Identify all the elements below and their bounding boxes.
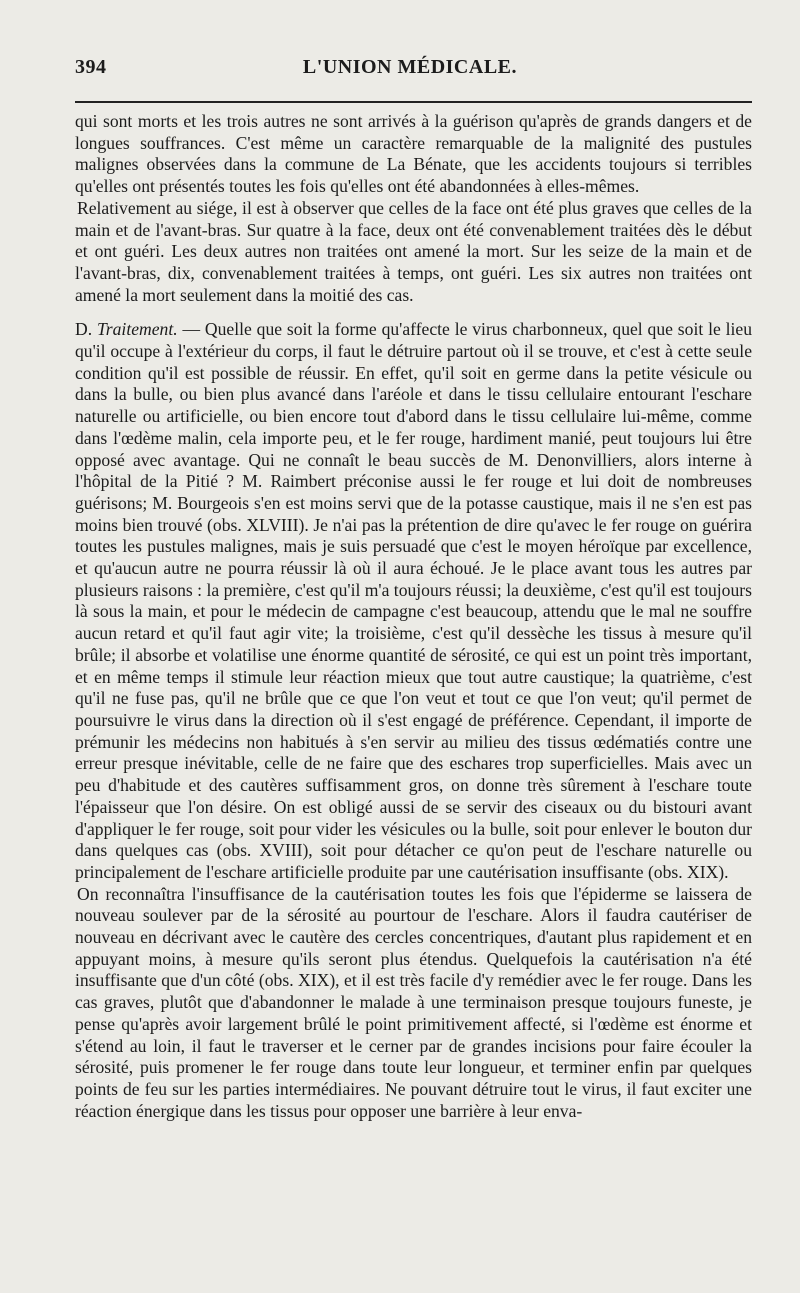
paragraph-insuffisance: On reconnaîtra l'insuffisance de la cautérisation toutes les fois que l'épiderme se laissera de nouveau soulever par de la sérosité au pourtour de l'eschare. Alors il faudra cautériser de nouveau en décrivant avec le cautère des cercles concentriques, d'autant plus rapidement et en appuyant moins, à mesure qu'ils seront plus étendus. Quelquefois la cautérisation n'a été insuffisante que d'un côté (obs. XIX), et il est très facile d'y remédier avec le fer rouge. Dans les cas graves, plutôt que d'abandonner le malade à une terminaison presque toujours funeste, je pense qu'après avoir largement brûlé le point primitivement affecté, si l'œdème est énorme et s'étend au loin, il faut le traverser et le cerner par de grandes incisions pour faire écouler la sérosité, puis promener le fer rouge dans toute leur longueur, et terminer enfin par quelques points de feu sur les parties intermédiaires. Ne pouvant détruire tout le virus, il faut exciter une réaction énergique dans les tissus pour opposer une barrière à leur enva- xyxy=(75,883,752,1121)
page-header xyxy=(75,56,752,79)
section-title: Traitement. xyxy=(96,319,178,340)
body-text xyxy=(75,111,752,1122)
journal-title: L'UNION MÉDICALE. xyxy=(302,56,517,78)
page-number: 394 xyxy=(75,56,107,78)
paragraph-continuation: qui sont morts et les trois autres ne sont arrivés à la guérison qu'après de grands dangers et de longues souffrances. C'est même un caractère remarquable de la malignité des pustules malignes observées dans la commune de La Bénate, que les accidents toujours si terribles qu'elles ont présentés toutes les fois qu'elles ont été abandonnées à elles-mêmes. xyxy=(75,111,752,197)
section-label: D. xyxy=(75,319,93,340)
section-text: — Quelle que soit la forme qu'affecte le virus charbonneux, quel que soit le lieu qu'il occupe à l'extérieur du corps, il faut le détruire partout où il se trouve, et c'est à cette seule condition qu'il est possible de réussir. En effet, qu'il soit en germe dans la petite vésicule ou dans la bulle, ou bien plus avancé dans l'aréole et dans le tissu cellulaire entourant l'eschare naturelle ou artificielle, ou bien encore tout d'abord dans le tissu cellulaire lui-même, comme dans l'œdème malin, cela importe peu, et le fer rouge, hardiment manié, peut toujours lui être opposé avec avantage. Qui ne connaît le beau succès de M. Denonvilliers, alors interne à l'hôpital de la Pitié ? M. Raimbert préconise aussi le fer rouge et lui doit de nombreuses guérisons; M. Bourgeois s'en est moins servi que de la potasse caustique, mais il ne s'en est pas moins bien trouvé (obs. XLVIII). Je n'ai pas la prétention de dire qu'avec le fer rouge on guérira toutes les pustules malignes, mais je suis persuadé que c'est le moyen héroïque par excellence, et qu'aucun autre ne pourra réussir là où il aura échoué. Je le place avant tous les autres par plusieurs raisons : la première, c'est qu'il m'a toujours réussi; la deuxième, c'est qu'il est toujours là sous la main, et pour le médecin de campagne c'est beaucoup, attendu que le mal ne souffre aucun retard et qu'il faut agir vite; la troisième, c'est qu'il dessèche les tissus à mesure qu'il brûle; il absorbe et volatilise une énorme quantité de sérosité, ce qui est un point très important, et en même temps il stimule leur réaction mieux que tout autre caustique; la quatrième, c'est qu'il ne fuse pas, qu'il ne brûle que ce que l'on veut et tout ce que l'on veut; qu'il permet de poursuivre le virus dans la direction où il s'est engagé de préférence. Cependant, il importe de prémunir les médecins non habitués à s'en servir au milieu des tissus œdématiés contre une erreur presque inévitable, celle de ne faire que des eschares trop superficielles. Mais avec un peu d'habitude et des cautères suffisamment gros, on donne très sûrement à l'eschare toute l'épaisseur que l'on désire. On est obligé aussi de se servir des ciseaux ou du bistouri avant d'appliquer le fer rouge, soit pour vider les vésicules ou la bulle, soit pour enlever le bouton dur dans quelques cas (obs. XVIII), soit pour détacher ce qu'on peut de l'eschare naturelle ou principalement de l'eschare artificielle produite par une cautérisation insuffisante (obs. XIX). xyxy=(75,319,752,882)
header-rule xyxy=(75,101,752,103)
paragraph-traitement xyxy=(75,319,752,883)
paragraph-siege: Relativement au siége, il est à observer que celles de la face ont été plus graves que celles de la main et de l'avant-bras. Sur quatre à la face, deux ont été convenablement traitées dès le début et ont guéri. Les deux autres non traitées ont amené la mort. Sur les seize de la main et de l'avant-bras, dix, convenablement traitées à temps, ont guéri. Les six autres non traitées ont amené la mort seulement dans la moitié des cas. xyxy=(75,197,752,305)
